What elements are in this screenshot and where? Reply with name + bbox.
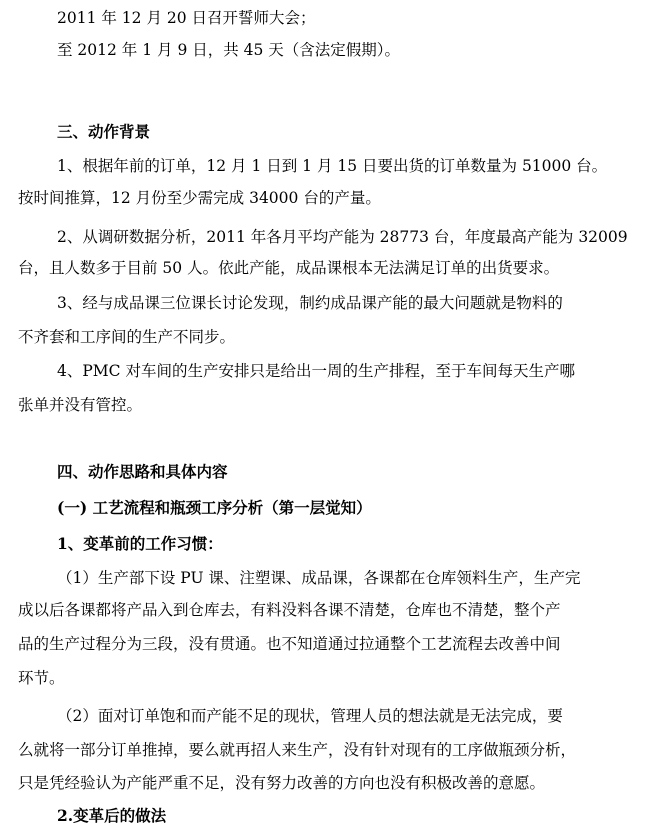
paragraph-line: 么就将一部分订单推掉，要么就再招人来生产，没有针对现有的工序做瓶颈分析， [18,741,577,759]
paragraph-line: 张单并没有管控。 [18,396,143,414]
subsection-heading: 1、变革前的工作习惯： [57,534,223,553]
section-heading: 三、动作背景 [57,122,151,141]
paragraph-line: 成以后各课都将产品入到仓库去，有料没料各课不清楚，仓库也不清楚，整个产 [18,601,561,619]
intro-line: 至 2012 年 1 月 9 日，共 45 天（含法定假期）。 [57,41,401,59]
paragraph-line: （1）生产部下设 PU 课、注塑课、成品课，各课都在仓库领料生产，生产完 [57,569,581,587]
paragraph-line: 环节。 [18,669,65,687]
section-heading: 四、动作思路和具体内容 [57,462,228,481]
paragraph-line: 不齐套和工序间的生产不同步。 [18,328,236,346]
paragraph-line: 品的生产过程分为三段，没有贯通。也不知道通过拉通整个工艺流程去改善中间 [18,635,561,653]
intro-line: 2011 年 12 月 20 日召开誓师大会； [57,9,316,27]
paragraph-line: 1、根据年前的订单，12 月 1 日到 1 月 15 日要出货的订单数量为 51000 台。 [57,157,608,175]
subsection-heading: 2.变革后的做法 [57,806,167,825]
paragraph-line: 按时间推算，12 月份至少需完成 34000 台的产量。 [18,189,381,207]
paragraph-line: （2）面对订单饱和而产能不足的现状，管理人员的想法就是无法完成，要 [57,707,563,725]
paragraph-line: 4、PMC 对车间的生产安排只是给出一周的生产排程，至于车间每天生产哪 [57,362,575,380]
paragraph-line: 台，且人数多于目前 50 人。依此产能，成品课根本无法满足订单的出货要求。 [18,259,560,277]
paragraph-line: 只是凭经验认为产能严重不足，没有努力改善的方向也没有积极改善的意愿。 [18,774,546,792]
paragraph-line: 3、经与成品课三位课长讨论发现，制约成品课产能的最大问题就是物料的 [57,294,563,312]
paragraph-line: 2、从调研数据分析，2011 年各月平均产能为 28773 台，年度最高产能为 32009 [57,228,628,246]
subsection-heading: (一) 工艺流程和瓶颈工序分析（第一层觉知） [57,498,372,517]
